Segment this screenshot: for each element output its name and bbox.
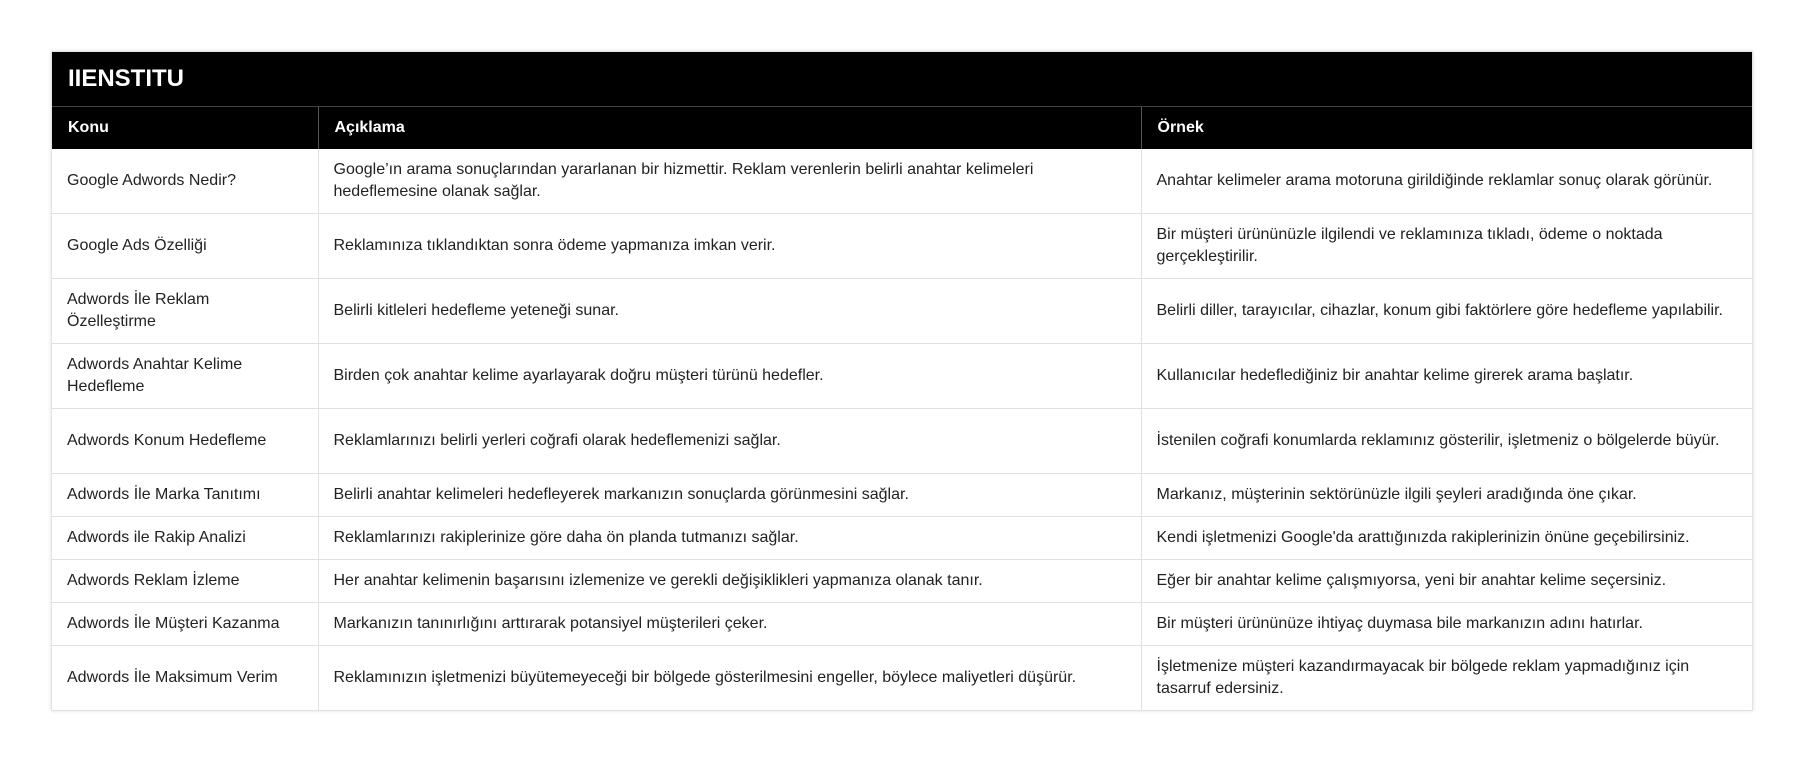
cell-ornek: İstenilen coğrafi konumlarda reklamınız gösterilir, işletmeniz o bölgelerde büyür. (1141, 409, 1752, 474)
cell-konu: Adwords Konum Hedefleme (52, 409, 318, 474)
header-row (52, 107, 1752, 149)
table-row (52, 646, 1752, 711)
cell-aciklama: Her anahtar kelimenin başarısını izlemenize ve gerekli değişiklikleri yapmanıza olanak tanır. (318, 560, 1141, 603)
cell-aciklama: Belirli kitleleri hedefleme yeteneği sunar. (318, 279, 1141, 344)
cell-ornek: Markanız, müşterinin sektörünüzle ilgili şeyleri aradığında öne çıkar. (1141, 474, 1752, 517)
header-ornek: Örnek (1141, 107, 1752, 149)
cell-ornek: Anahtar kelimeler arama motoruna girildiğinde reklamlar sonuç olarak görünür. (1141, 149, 1752, 214)
cell-aciklama: Markanızın tanınırlığını arttırarak potansiyel müşterileri çeker. (318, 603, 1141, 646)
table-row (52, 214, 1752, 279)
cell-ornek: Bir müşteri ürününüzle ilgilendi ve reklamınıza tıkladı, ödeme o noktada gerçekleştirilir. (1141, 214, 1752, 279)
table-row (52, 603, 1752, 646)
table-row (52, 474, 1752, 517)
cell-konu: Adwords ile Rakip Analizi (52, 517, 318, 560)
info-table (52, 107, 1752, 710)
header-aciklama: Açıklama (318, 107, 1141, 149)
table-row (52, 149, 1752, 214)
cell-ornek: Belirli diller, tarayıcılar, cihazlar, konum gibi faktörlere göre hedefleme yapılabilir. (1141, 279, 1752, 344)
cell-aciklama: Reklamlarınızı rakiplerinize göre daha ön planda tutmanızı sağlar. (318, 517, 1141, 560)
table-row (52, 560, 1752, 603)
cell-konu: Adwords İle Reklam Özelleştirme (52, 279, 318, 344)
cell-ornek: Kendi işletmenizi Google'da arattığınızda rakiplerinizin önüne geçebilirsiniz. (1141, 517, 1752, 560)
table-title: IIENSTITU (52, 52, 1752, 107)
cell-ornek: İşletmenize müşteri kazandırmayacak bir bölgede reklam yapmadığınız için tasarruf edersiniz. (1156, 658, 1690, 697)
table-row (52, 409, 1752, 474)
cell-aciklama: Reklamınızın işletmenizi büyütemeyeceği bir bölgede gösterilmesini engeller, böylece maliyetleri düşürür. (318, 646, 1141, 711)
cell-konu: Adwords İle Maksimum Verim (52, 646, 318, 711)
table-row (52, 517, 1752, 560)
cell-konu: Adwords İle Marka Tanıtımı (52, 474, 318, 517)
table-card (51, 51, 1753, 711)
cell-konu: Google Adwords Nedir? (52, 149, 318, 214)
table-row (52, 344, 1752, 409)
cell-ornek: Kullanıcılar hedeflediğiniz bir anahtar kelime girerek arama başlatır. (1141, 344, 1752, 409)
cell-aciklama: Birden çok anahtar kelime ayarlayarak doğru müşteri türünü hedefler. (318, 344, 1141, 409)
cell-ornek: Eğer bir anahtar kelime çalışmıyorsa, yeni bir anahtar kelime seçersiniz. (1141, 560, 1752, 603)
cell-konu: Google Ads Özelliği (52, 214, 318, 279)
cell-ornek: Bir müşteri ürününüze ihtiyaç duymasa bile markanızın adını hatırlar. (1141, 603, 1752, 646)
cell-aciklama: Belirli anahtar kelimeleri hedefleyerek markanızın sonuçlarda görünmesini sağlar. (318, 474, 1141, 517)
cell-aciklama: Reklamınıza tıklandıktan sonra ödeme yapmanıza imkan verir. (318, 214, 1141, 279)
cell-aciklama: Google’ın arama sonuçlarından yararlanan bir hizmettir. Reklam verenlerin belirli anahtar kelimeleri hedeflemesine olanak sağlar. (318, 149, 1141, 214)
cell-konu: Adwords İle Müşteri Kazanma (52, 603, 318, 646)
cell-konu: Adwords Reklam İzleme (52, 560, 318, 603)
cell-aciklama: Reklamlarınızı belirli yerleri coğrafi olarak hedeflemenizi sağlar. (318, 409, 1141, 474)
table-row (52, 279, 1752, 344)
cell-konu: Adwords Anahtar Kelime Hedefleme (52, 344, 318, 409)
header-konu: Konu (52, 107, 318, 149)
